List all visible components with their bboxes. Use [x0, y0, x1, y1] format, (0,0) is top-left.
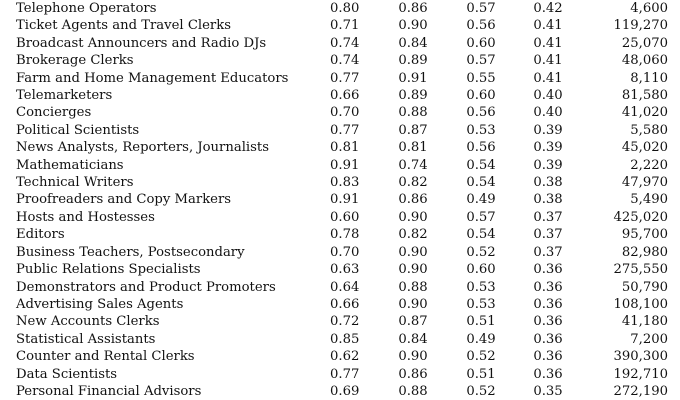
value-cell-3: 0.52: [466, 349, 496, 365]
value-cell-3: 0.57: [466, 53, 496, 69]
occupation-cell: Telephone Operators: [16, 1, 157, 16]
employment-cell: 47,970: [621, 175, 668, 191]
value-cell-4: 0.36: [533, 262, 563, 278]
value-cell-2: 0.84: [398, 331, 428, 347]
value-cell-2: 0.74: [398, 157, 428, 173]
value-cell-3: 0.55: [466, 70, 496, 86]
value-cell-2: 0.86: [398, 1, 428, 16]
value-cell-4: 0.40: [533, 88, 563, 104]
employment-cell: 8,110: [630, 70, 668, 86]
value-cell-1: 0.77: [330, 366, 360, 382]
value-cell-4: 0.36: [533, 366, 563, 382]
value-cell-2: 0.87: [398, 314, 428, 330]
value-cell-3: 0.60: [466, 35, 496, 51]
value-cell-2: 0.90: [398, 262, 428, 278]
occupation-table: [16, 0, 668, 400]
value-cell-1: 0.62: [330, 349, 360, 365]
value-cell-3: 0.54: [466, 227, 496, 243]
value-cell-1: 0.64: [330, 279, 360, 295]
value-cell-1: 0.85: [330, 331, 360, 347]
value-cell-3: 0.52: [466, 244, 496, 260]
value-cell-1: 0.77: [330, 70, 360, 86]
value-cell-3: 0.53: [466, 279, 496, 295]
occupation-cell: Editors: [16, 227, 65, 243]
value-cell-4: 0.37: [533, 244, 563, 260]
occupation-cell: Business Teachers, Postsecondary: [16, 244, 245, 260]
table-row: [16, 157, 668, 174]
value-cell-4: 0.39: [533, 122, 563, 138]
value-cell-3: 0.54: [466, 175, 496, 191]
value-cell-3: 0.57: [466, 209, 496, 225]
table-row: [16, 366, 668, 383]
table-row: [16, 313, 668, 330]
value-cell-4: 0.41: [533, 53, 563, 69]
value-cell-4: 0.38: [533, 175, 563, 191]
table-row: [16, 296, 668, 313]
value-cell-2: 0.88: [398, 383, 428, 399]
table-row: [16, 122, 668, 139]
value-cell-3: 0.51: [466, 366, 496, 382]
occupation-cell: Personal Financial Advisors: [16, 383, 202, 399]
value-cell-4: 0.36: [533, 349, 563, 365]
value-cell-3: 0.56: [466, 140, 496, 156]
value-cell-3: 0.54: [466, 157, 496, 173]
value-cell-4: 0.41: [533, 70, 563, 86]
value-cell-4: 0.39: [533, 140, 563, 156]
occupation-cell: Counter and Rental Clerks: [16, 349, 195, 365]
value-cell-3: 0.49: [466, 192, 496, 208]
value-cell-3: 0.56: [466, 105, 496, 121]
value-cell-1: 0.72: [330, 314, 360, 330]
value-cell-1: 0.63: [330, 262, 360, 278]
occupation-cell: Concierges: [16, 105, 92, 121]
table-row: [16, 0, 668, 17]
employment-cell: 275,550: [613, 262, 668, 278]
table-row: [16, 261, 668, 278]
employment-cell: 48,060: [621, 53, 668, 69]
employment-cell: 5,490: [630, 192, 668, 208]
employment-cell: 272,190: [613, 383, 668, 399]
value-cell-1: 0.81: [330, 140, 360, 156]
value-cell-3: 0.53: [466, 122, 496, 138]
value-cell-2: 0.84: [398, 35, 428, 51]
value-cell-1: 0.74: [330, 35, 360, 51]
table-row: [16, 174, 668, 191]
value-cell-1: 0.66: [330, 296, 360, 312]
value-cell-4: 0.36: [533, 331, 563, 347]
value-cell-4: 0.38: [533, 192, 563, 208]
occupation-cell: Hosts and Hostesses: [16, 209, 155, 225]
value-cell-3: 0.56: [466, 18, 496, 34]
value-cell-1: 0.60: [330, 209, 360, 225]
value-cell-4: 0.42: [533, 1, 563, 16]
employment-cell: 7,200: [630, 331, 668, 347]
value-cell-1: 0.70: [330, 105, 360, 121]
table-row: [16, 383, 668, 400]
value-cell-3: 0.60: [466, 88, 496, 104]
value-cell-2: 0.88: [398, 279, 428, 295]
value-cell-4: 0.37: [533, 209, 563, 225]
occupation-cell: Statistical Assistants: [16, 331, 156, 347]
table-row: [16, 226, 668, 243]
value-cell-2: 0.91: [398, 70, 428, 86]
value-cell-1: 0.91: [330, 192, 360, 208]
value-cell-1: 0.74: [330, 53, 360, 69]
occupation-cell: New Accounts Clerks: [16, 314, 160, 330]
value-cell-1: 0.66: [330, 88, 360, 104]
value-cell-2: 0.81: [398, 140, 428, 156]
table-row: [16, 191, 668, 208]
occupation-cell: Demonstrators and Product Promoters: [16, 279, 276, 295]
value-cell-2: 0.82: [398, 227, 428, 243]
employment-cell: 192,710: [613, 366, 668, 382]
occupation-cell: Ticket Agents and Travel Clerks: [16, 18, 231, 34]
employment-cell: 95,700: [621, 227, 668, 243]
value-cell-4: 0.35: [533, 383, 563, 399]
occupation-cell: Brokerage Clerks: [16, 53, 134, 69]
value-cell-1: 0.77: [330, 122, 360, 138]
value-cell-2: 0.90: [398, 18, 428, 34]
value-cell-2: 0.90: [398, 296, 428, 312]
employment-cell: 41,020: [621, 105, 668, 121]
value-cell-4: 0.39: [533, 157, 563, 173]
employment-cell: 5,580: [630, 122, 668, 138]
occupation-table-body: [16, 0, 668, 400]
value-cell-1: 0.69: [330, 383, 360, 399]
value-cell-4: 0.40: [533, 105, 563, 121]
value-cell-2: 0.89: [398, 53, 428, 69]
value-cell-4: 0.41: [533, 35, 563, 51]
value-cell-3: 0.53: [466, 296, 496, 312]
value-cell-2: 0.82: [398, 175, 428, 191]
employment-cell: 82,980: [621, 244, 668, 260]
occupation-cell: Technical Writers: [16, 175, 134, 191]
value-cell-4: 0.41: [533, 18, 563, 34]
table-row: [16, 104, 668, 121]
occupation-cell: Public Relations Specialists: [16, 262, 201, 278]
table-row: [16, 52, 668, 69]
value-cell-2: 0.86: [398, 192, 428, 208]
value-cell-1: 0.71: [330, 18, 360, 34]
value-cell-2: 0.86: [398, 366, 428, 382]
employment-cell: 50,790: [621, 279, 668, 295]
value-cell-1: 0.78: [330, 227, 360, 243]
employment-cell: 25,070: [621, 35, 668, 51]
table-row: [16, 348, 668, 365]
employment-cell: 4,600: [630, 1, 668, 16]
occupation-cell: News Analysts, Reporters, Journalists: [16, 140, 269, 156]
occupation-cell: Broadcast Announcers and Radio DJs: [16, 35, 267, 51]
table-row: [16, 17, 668, 34]
value-cell-3: 0.57: [466, 1, 496, 16]
value-cell-1: 0.70: [330, 244, 360, 260]
value-cell-2: 0.87: [398, 122, 428, 138]
value-cell-2: 0.88: [398, 105, 428, 121]
employment-cell: 425,020: [613, 209, 668, 225]
employment-cell: 390,300: [613, 349, 668, 365]
employment-cell: 2,220: [630, 157, 668, 173]
table-row: [16, 209, 668, 226]
value-cell-3: 0.60: [466, 262, 496, 278]
employment-cell: 45,020: [621, 140, 668, 156]
value-cell-4: 0.36: [533, 279, 563, 295]
value-cell-1: 0.83: [330, 175, 360, 191]
value-cell-4: 0.37: [533, 227, 563, 243]
occupation-cell: Advertising Sales Agents: [16, 296, 184, 312]
table-row: [16, 70, 668, 87]
value-cell-2: 0.90: [398, 244, 428, 260]
occupation-cell: Political Scientists: [16, 122, 140, 138]
value-cell-1: 0.91: [330, 157, 360, 173]
employment-cell: 119,270: [613, 18, 668, 34]
value-cell-3: 0.49: [466, 331, 496, 347]
table-row: [16, 35, 668, 52]
value-cell-1: 0.80: [330, 1, 360, 16]
table-row: [16, 331, 668, 348]
occupation-cell: Data Scientists: [16, 366, 118, 382]
table-row: [16, 279, 668, 296]
employment-cell: 41,180: [621, 314, 668, 330]
value-cell-4: 0.36: [533, 314, 563, 330]
value-cell-3: 0.52: [466, 383, 496, 399]
table-row: [16, 139, 668, 156]
table-row: [16, 87, 668, 104]
table-row: [16, 244, 668, 261]
occupation-cell: Proofreaders and Copy Markers: [16, 192, 232, 208]
value-cell-2: 0.89: [398, 88, 428, 104]
value-cell-3: 0.51: [466, 314, 496, 330]
employment-cell: 108,100: [613, 296, 668, 312]
occupation-cell: Mathematicians: [16, 157, 124, 173]
value-cell-2: 0.90: [398, 349, 428, 365]
value-cell-2: 0.90: [398, 209, 428, 225]
occupation-cell: Telemarketers: [16, 88, 113, 104]
value-cell-4: 0.36: [533, 296, 563, 312]
occupation-cell: Farm and Home Management Educators: [16, 70, 289, 86]
employment-cell: 81,580: [621, 88, 668, 104]
